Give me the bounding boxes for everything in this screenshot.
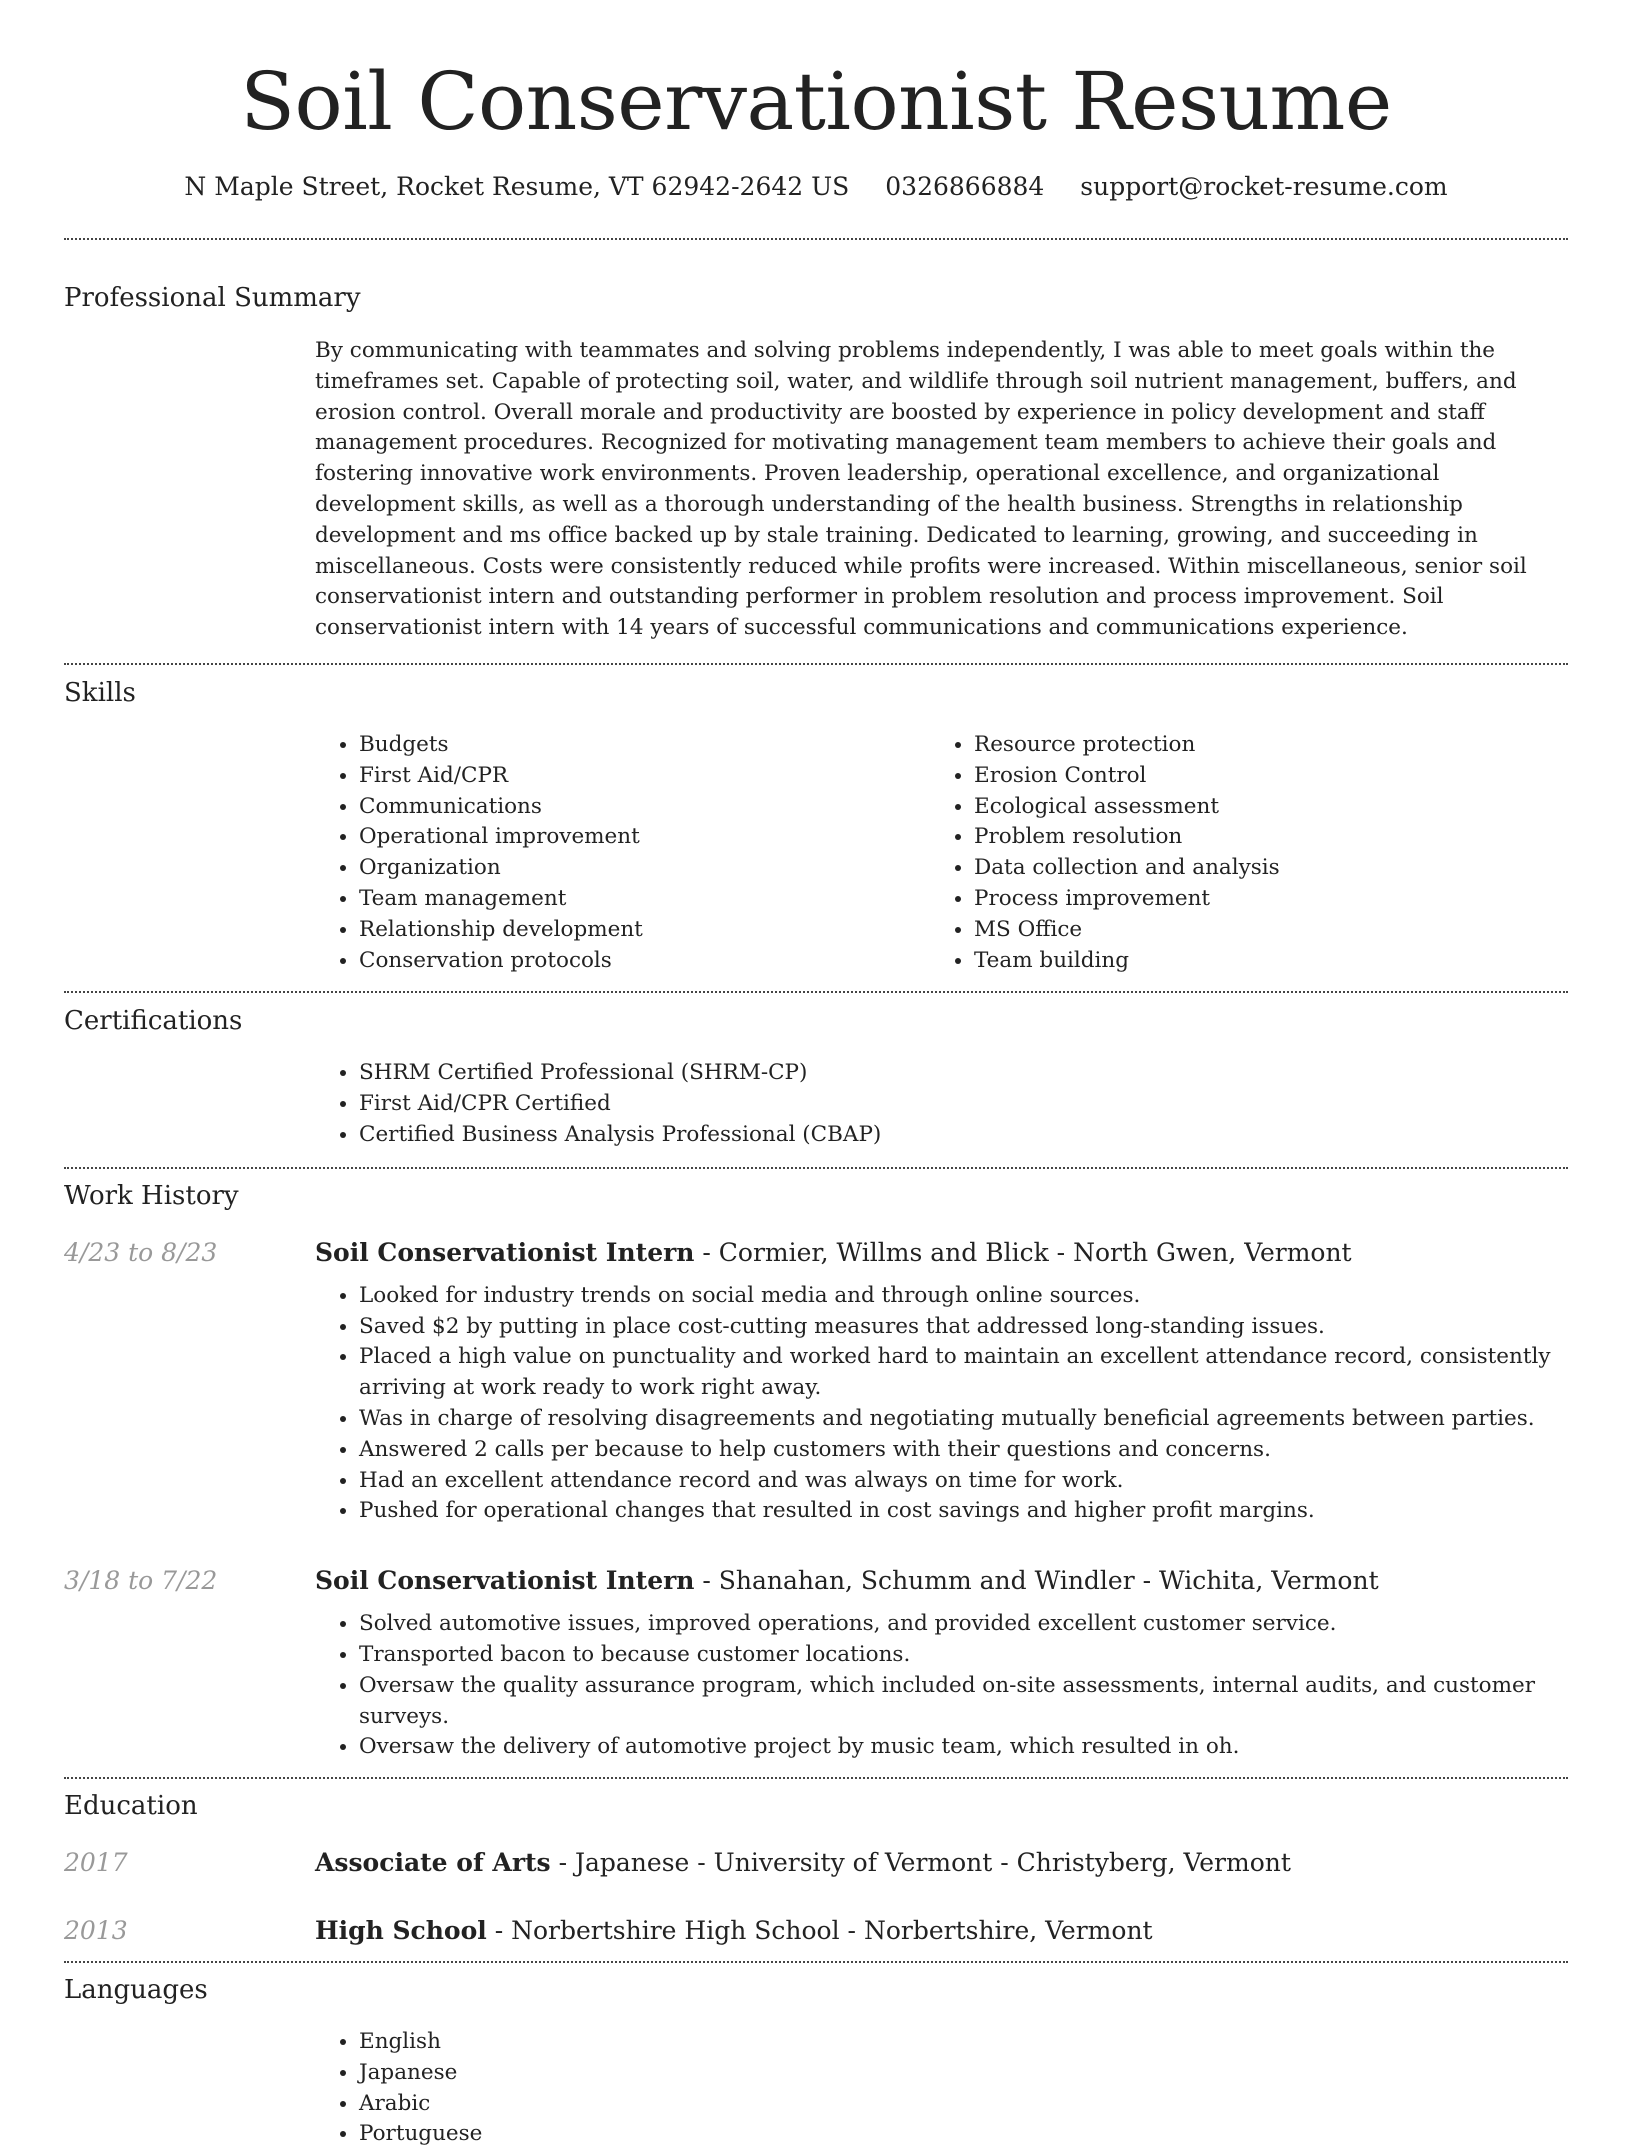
- list-item: • Team building: [974, 946, 1545, 977]
- heading-separator: -: [1134, 1566, 1160, 1596]
- list-item: • Communications: [359, 792, 930, 823]
- heading-separator: -: [839, 1916, 864, 1946]
- heading-separator: -: [1048, 1237, 1074, 1267]
- heading-separator: -: [486, 1916, 512, 1946]
- job-heading: [315, 1563, 1379, 1599]
- education-degree: High School: [315, 1916, 487, 1946]
- contact-address: N Maple Street, Rocket Resume, VT 62942-2642 US: [184, 172, 850, 201]
- list-item: • Certified Business Analysis Professional (CBAP): [359, 1120, 1568, 1151]
- skills-section: [64, 665, 1568, 991]
- education-location: Norbertshire, Vermont: [863, 1916, 1153, 1946]
- summary-section: [64, 240, 1568, 663]
- list-item: • Transported bacon to because customer locations.: [359, 1640, 1568, 1671]
- list-item: • Resource protection: [974, 730, 1545, 761]
- skills-grid: [315, 730, 1568, 976]
- section-heading-certifications: Certifications: [64, 1006, 243, 1037]
- list-item: • Answered 2 calls per because to help customers with their questions and concerns.: [359, 1435, 1568, 1466]
- certifications-section: [64, 993, 1568, 1166]
- list-item: • Ecological assessment: [974, 792, 1545, 823]
- contact-line: [64, 170, 1568, 204]
- contact-email: support@rocket-resume.com: [1080, 172, 1448, 201]
- list-item: • English: [359, 2027, 1568, 2058]
- section-heading-skills: Skills: [64, 677, 136, 708]
- education-year: 2017: [64, 1848, 128, 1878]
- list-item: • Team management: [359, 884, 930, 915]
- heading-separator: -: [689, 1848, 714, 1878]
- education-year: 2013: [64, 1916, 128, 1946]
- job-employer: Shanahan, Schumm and Windler: [718, 1566, 1135, 1596]
- list-item: • Arabic: [359, 2089, 1568, 2120]
- list-item: • Operational improvement: [359, 822, 930, 853]
- education-section: [64, 1779, 1568, 1961]
- job-title: Soil Conservationist Intern: [315, 1237, 695, 1267]
- work-history-section: [64, 1169, 1568, 1777]
- job-location: Wichita, Vermont: [1159, 1566, 1379, 1596]
- list-item: • Organization: [359, 853, 930, 884]
- list-item: • Saved $2 by putting in place cost-cutting measures that addressed long-standing issues.: [359, 1312, 1568, 1343]
- list-item: • MS Office: [974, 915, 1545, 946]
- list-item: • Solved automotive issues, improved operations, and provided excellent customer service.: [359, 1609, 1568, 1640]
- education-heading: [315, 1913, 1153, 1949]
- skills-column-left: [315, 730, 930, 976]
- section-heading-summary: Professional Summary: [64, 283, 361, 313]
- list-item: • Erosion Control: [974, 761, 1545, 792]
- list-item: • Was in charge of resolving disagreements and negotiating mutually beneficial agreements between parties.: [359, 1404, 1568, 1435]
- list-item: • First Aid/CPR Certified: [359, 1089, 1568, 1120]
- section-heading-work-history: Work History: [64, 1180, 239, 1211]
- list-item: • Process improvement: [974, 884, 1545, 915]
- contact-phone: 0326866884: [885, 172, 1045, 201]
- list-item: • Conservation protocols: [359, 946, 930, 977]
- heading-separator: -: [550, 1848, 575, 1878]
- list-item: • Portuguese: [359, 2119, 1568, 2150]
- list-item: • Pushed for operational changes that resulted in cost savings and higher profit margins.: [359, 1496, 1568, 1527]
- section-heading-education: Education: [64, 1791, 198, 1822]
- education-field: Japanese: [574, 1848, 690, 1878]
- list-item: • Placed a high value on punctuality and worked hard to maintain an excellent attendance record, consistently arriving at work ready to work right away.: [359, 1342, 1568, 1404]
- list-item: • Data collection and analysis: [974, 853, 1545, 884]
- education-heading: [315, 1845, 1291, 1881]
- languages-section: [64, 1963, 1568, 2150]
- list-item: • Looked for industry trends on social media and through online sources.: [359, 1281, 1568, 1312]
- list-item: • Oversaw the delivery of automotive project by music team, which resulted in oh.: [359, 1732, 1568, 1763]
- heading-separator: -: [694, 1566, 719, 1596]
- list-item: • Japanese: [359, 2058, 1568, 2089]
- skills-column-right: [930, 730, 1545, 976]
- list-item: • Budgets: [359, 730, 930, 761]
- job-heading: [315, 1235, 1352, 1271]
- job-employer: Cormier, Willms and Blick: [718, 1237, 1049, 1267]
- education-degree: Associate of Arts: [315, 1848, 551, 1878]
- education-school: Norbertshire High School: [511, 1916, 840, 1946]
- education-entry: [64, 1845, 1568, 1881]
- list-item: • Had an excellent attendance record and was always on time for work.: [359, 1466, 1568, 1497]
- list-item: • SHRM Certified Professional (SHRM-CP): [359, 1058, 1568, 1089]
- job-dates: 3/18 to 7/22: [64, 1566, 218, 1596]
- heading-separator: -: [992, 1848, 1017, 1878]
- summary-text: By communicating with teammates and solving problems independently, I was able to meet goals within the timeframes set. Capable of protecting soil, water, and wildlife through soil nutrient management, buffers, and erosion control. Overall morale and productivity are boosted by experience in policy development and staff management procedures. Recognized for motivating management team members to achieve their goals and fostering innovative work environments. Proven leadership, operational excellence, and organizational development skills, as well as a thorough understanding of the health business. Strengths in relationship development and ms office backed up by stale training. Dedicated to learning, growing, and succeeding in miscellaneous. Costs were consistently reduced while profits were increased. Within miscellaneous, senior soil conservationist intern and outstanding performer in problem resolution and process improvement. Soil conservationist intern with 14 years of successful communications and communications experience.: [315, 338, 1527, 641]
- job-entry: [64, 1235, 1568, 1271]
- list-item: • Relationship development: [359, 915, 930, 946]
- list-item: • Oversaw the quality assurance program, which included on-site assessments, internal audits, and customer surveys.: [359, 1671, 1568, 1733]
- education-school: University of Vermont: [713, 1848, 993, 1878]
- heading-separator: -: [694, 1237, 719, 1267]
- education-location: Christyberg, Vermont: [1016, 1848, 1291, 1878]
- page-title: Soil Conservationist Resume: [240, 55, 1392, 148]
- job-location: North Gwen, Vermont: [1073, 1237, 1352, 1267]
- section-heading-languages: Languages: [64, 1975, 208, 2006]
- job-entry: [64, 1563, 1568, 1599]
- job-dates: 4/23 to 8/23: [64, 1237, 218, 1267]
- job-title: Soil Conservationist Intern: [315, 1566, 695, 1596]
- list-item: • First Aid/CPR: [359, 761, 930, 792]
- list-item: • Problem resolution: [974, 822, 1545, 853]
- education-entry: [64, 1913, 1568, 1949]
